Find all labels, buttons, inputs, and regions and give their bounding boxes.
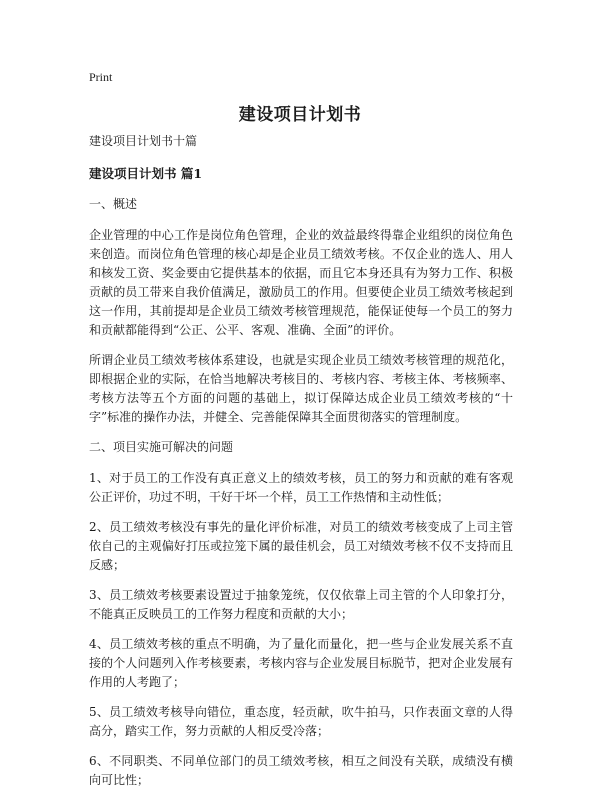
problem-item: 5、员工绩效考核导向错位，重态度，轻贡献，吹牛拍马，只作表面文章的人得高分，踏实工作，努力贡献的人相反受冷落； <box>89 705 513 738</box>
document-title: 建设项目计划书 <box>238 105 362 125</box>
problem-item: 4、员工绩效考核的重点不明确，为了量化而量化，把一些与企业发展关系不直接的个人问题列入作考核要素，考核内容与企业发展目标脱节，把对企业发展有作用的人考跑了； <box>89 637 513 689</box>
document-subtitle: 建设项目计划书十篇 <box>89 134 198 148</box>
problem-item: 2、员工绩效考核没有事先的量化评价标准，对员工的绩效考核变成了上司主管依自己的主观偏好打压或拉笼下属的最佳机会，员工对绩效考核不仅不支持而且反感； <box>89 520 513 572</box>
section-heading-overview: 一、概述 <box>89 197 138 211</box>
paragraph: 企业管理的中心工作是岗位角色管理，企业的效益最终得靠企业组织的岗位角色来创造。而岗位角色管理的核心却是企业员工绩效考核。不仅企业的选人、用人和核发工资、奖金要由它提供基本的依据，而且它本身还具有为努力工作、积极贡献的员工带来自我价值满足，激励员工的作用。但要使企业员工绩效考核起到这一作用，其前提却是企业员工绩效考核管理规范，能保证使每一个员工的努力和贡献都能得到“公正、公平、客观、准确、全面”的评价。 <box>89 228 513 337</box>
paragraph: 所谓企业员工绩效考核体系建设，也就是实现企业员工绩效考核管理的规范化，即根据企业的实际，在恰当地解决考核目的、考核内容、考核主体、考核频率、考核方法等五个方面的问题的基础上，拟订保障达成企业员工绩效考核的“十字”标准的操作办法，并健全、完善能保障其全面贯彻落实的管理制度。 <box>89 353 513 424</box>
problem-item: 6、不同职类、不同单位部门的员工绩效考核，相互之间没有关联，成绩没有横向可比性； <box>89 754 513 787</box>
problem-item: 1、对于员工的工作没有真正意义上的绩效考核，员工的努力和贡献的难有客观公正评价，功过不明，干好干坏一个样，员工工作热情和主动性低； <box>89 471 513 504</box>
document-body <box>89 132 513 801</box>
article-heading: 建设项目计划书 篇1 <box>89 166 203 181</box>
section-heading-problems: 二、项目实施可解决的问题 <box>89 440 234 454</box>
print-label: Print <box>89 70 113 84</box>
problem-item: 3、员工绩效考核要素设置过于抽象笼统，仅仅依靠上司主管的个人印象打分，不能真正反映员工的工作努力程度和贡献的大小； <box>89 588 513 621</box>
